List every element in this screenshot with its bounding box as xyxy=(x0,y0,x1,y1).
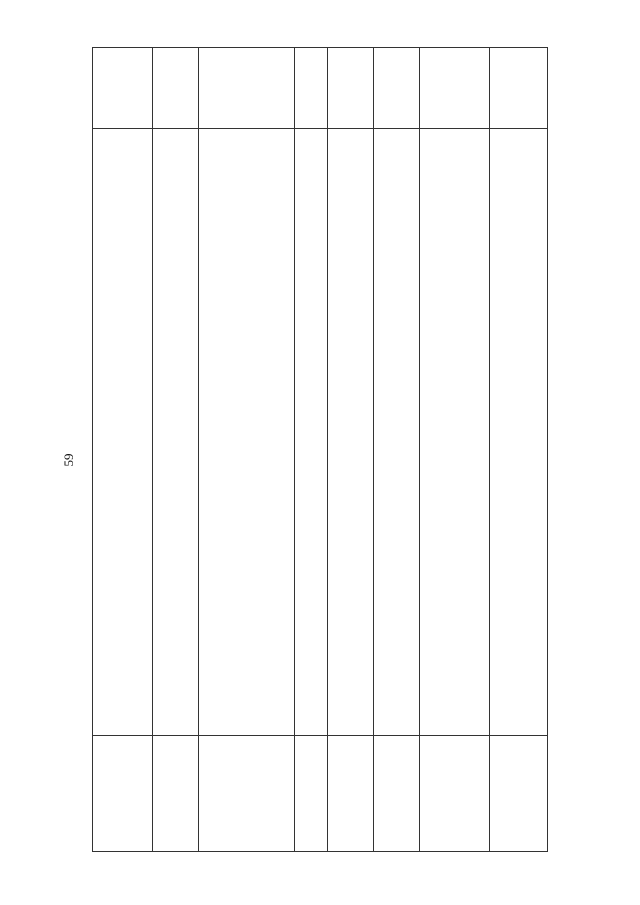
use-type-name xyxy=(153,735,198,851)
use-type-name xyxy=(420,735,489,851)
use-type-code xyxy=(490,47,547,128)
use-type-code xyxy=(295,47,328,128)
use-type-code xyxy=(153,47,198,128)
use-type-description xyxy=(295,128,328,735)
table-row xyxy=(374,47,420,851)
use-type-name xyxy=(328,735,373,851)
use-type-code xyxy=(374,47,419,128)
use-type-description xyxy=(490,128,547,735)
table-row xyxy=(328,47,374,851)
use-type-description xyxy=(93,128,152,735)
use-type-code xyxy=(93,47,152,128)
table-row xyxy=(153,47,199,851)
use-type-code xyxy=(199,47,294,128)
use-type-description xyxy=(153,128,198,735)
use-type-description xyxy=(328,128,373,735)
use-type-name xyxy=(490,735,547,851)
page-number: 59 xyxy=(61,453,76,467)
table-frame xyxy=(92,47,548,852)
use-type-code xyxy=(328,47,373,128)
use-type-description xyxy=(420,128,489,735)
table-row xyxy=(199,47,295,851)
table-row xyxy=(490,47,548,851)
use-type-name xyxy=(93,735,152,851)
land-use-table xyxy=(92,47,548,852)
table-row xyxy=(295,47,329,851)
use-type-name xyxy=(199,735,294,851)
use-type-name xyxy=(295,735,328,851)
use-type-description xyxy=(374,128,419,735)
table-row xyxy=(93,47,153,851)
use-type-name xyxy=(374,735,419,851)
use-type-description xyxy=(199,128,294,735)
table-row xyxy=(420,47,490,851)
use-type-code xyxy=(420,47,489,128)
